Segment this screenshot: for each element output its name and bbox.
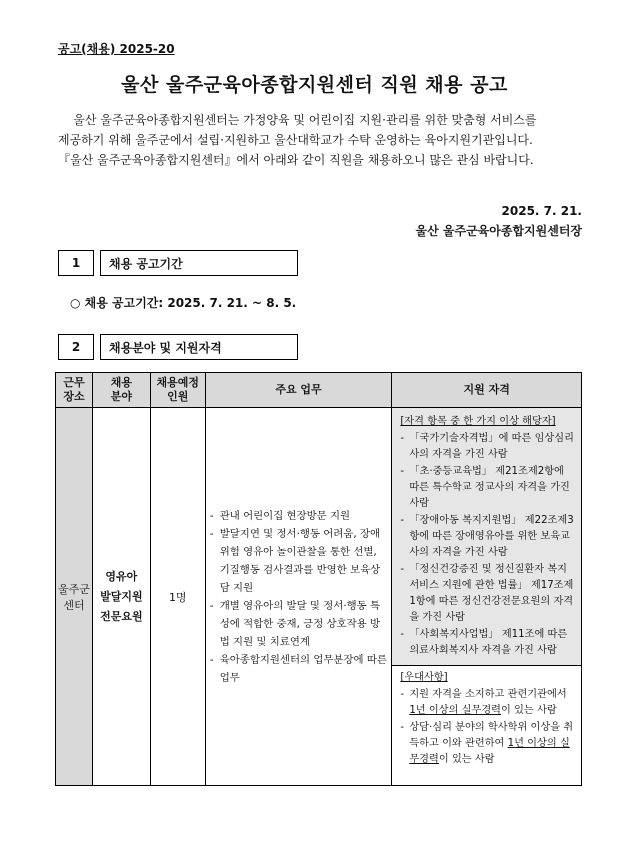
qualification-item: - 「국가기술자격법」에 따른 임상심리사의 자격을 가진 사람 xyxy=(400,433,574,460)
cell-qualifications xyxy=(392,408,582,786)
required-header: [자격 항목 중 한 가지 이상 해당자] xyxy=(400,416,556,427)
intro-line-2: 제공하기 위해 울주군에서 설립·지원하고 울산대학교가 수탁 운영하는 육아지원기관입니다. xyxy=(58,133,533,147)
page-title: 울산 울주군육아종합지원센터 직원 채용 공고 xyxy=(121,74,508,96)
qualification-item: - 「장애아동 복지지원법」 제22조제3항에 따른 장애영유아를 위한 보육교사의 자격을 가진 사람 xyxy=(400,515,574,558)
section-title: 채용 공고기간 xyxy=(100,250,298,276)
table-row xyxy=(56,408,582,786)
section-title: 채용분야 및 지원자격 xyxy=(100,334,298,360)
header-field: 채용 분야 xyxy=(92,373,150,408)
section-2-header xyxy=(58,334,298,360)
intro-line xyxy=(58,110,582,130)
qualification-item: - 「사회복지사업법」 제11조에 따른 의료사회복지사 자격을 가진 사람 xyxy=(400,629,568,656)
qualification-item: - 「정신건강증진 및 정신질환자 복지서비스 지원에 관한 법률」 제17조제1항에 따른 정신건강전문요원의 자격을 가진 사람 xyxy=(400,564,574,623)
cell-place: 울주군 센터 xyxy=(56,408,93,786)
qualification-item: - 「초·중등교육법」 제21조제2항에 따른 특수학교 정교사의 자격을 가진 사람 xyxy=(400,466,570,509)
intro-paragraph xyxy=(58,110,582,170)
intro-line-1: 울산 울주군육아종합지원센터는 가정양육 및 어린이집 지원·관리를 위한 맞춤형 서비스를 xyxy=(73,113,537,127)
header-duties: 주요 업무 xyxy=(205,373,392,408)
preferred-header: [우대사항] xyxy=(400,672,448,683)
notice-date: 2025. 7. 21. xyxy=(501,204,582,218)
header-quals: 지원 자격 xyxy=(392,373,582,408)
recruitment-table xyxy=(55,372,582,786)
recruitment-period: ○ 채용 공고기간: 2025. 7. 21. ~ 8. 5. xyxy=(70,296,297,310)
section-number: 1 xyxy=(58,250,94,276)
section-number: 2 xyxy=(58,334,94,360)
duty-item: - 개별 영유아의 발달 및 정서·행동 특성에 적합한 중재, 긍정 상호작용 방법 지원 및 치료연계 xyxy=(209,599,381,648)
duty-item: - 육아종합지원센터의 업무분장에 따른 업무 xyxy=(209,653,387,684)
section-1-header xyxy=(58,250,298,276)
preferred-item: - 상담·심리 분야의 학사학위 이상을 취득하고 이와 관련하여 1년 이상의 실무경력이 있는 사람 xyxy=(400,722,574,765)
header-place: 근무 장소 xyxy=(56,373,93,408)
preferred-qualifications xyxy=(392,666,581,776)
preferred-item: - 지원 자격을 소지하고 관련기관에서 1년 이상의 실무경력이 있는 사람 xyxy=(400,689,567,716)
header-count: 채용예정 인원 xyxy=(150,373,205,408)
cell-count: 1명 xyxy=(150,408,205,786)
cell-field: 영유아 발달지원 전문요원 xyxy=(92,408,150,786)
notice-number: 공고(채용) 2025-20 xyxy=(58,42,175,56)
required-qualifications xyxy=(392,408,581,666)
cell-duties xyxy=(205,408,392,786)
issuer: 울산 울주군육아종합지원센터장 xyxy=(415,224,582,238)
duty-item: - 관내 어린이집 현장방문 지원 xyxy=(209,509,351,522)
intro-line-3: 『울산 울주군육아종합지원센터』에서 아래와 같이 직원을 채용하오니 많은 관심 바랍니다. xyxy=(58,153,534,167)
duty-item: - 발달지연 및 정서·행동 어려움, 장애위험 영유아 놀이관찰을 통한 선별, 기질행동 검사결과를 반영한 보육상담 지원 xyxy=(209,527,381,594)
table-header-row xyxy=(56,373,582,408)
